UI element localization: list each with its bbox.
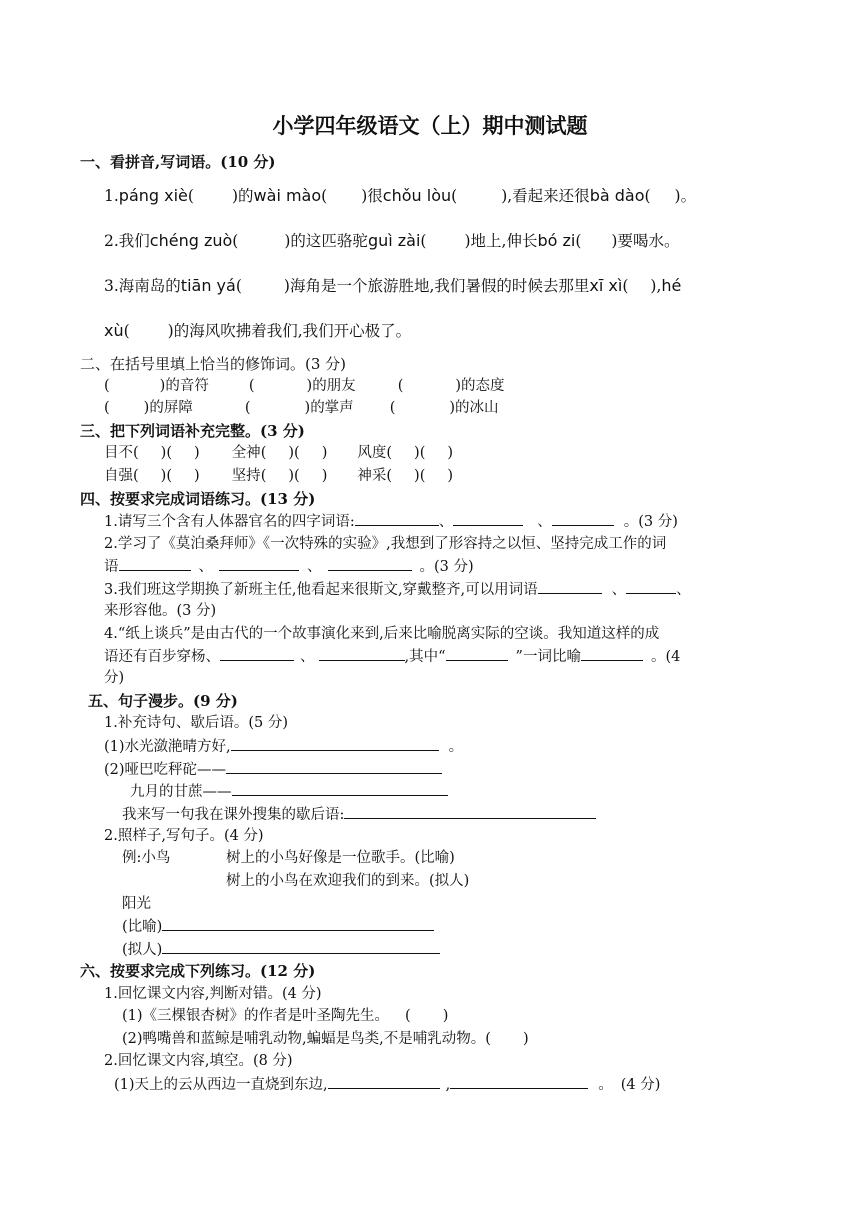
answer-blank[interactable] <box>232 781 448 796</box>
answer-blank[interactable] <box>220 646 294 661</box>
text: (4 分) <box>620 1077 661 1093</box>
pinyin: hé <box>661 276 682 295</box>
paren: ) <box>288 445 295 461</box>
paren: ( <box>260 468 267 484</box>
paren: ( <box>419 445 426 461</box>
paren: ( <box>294 445 300 461</box>
paren: ) <box>231 187 239 205</box>
text: (1)《三棵银杏树》的作者是叶圣陶先生。 <box>122 1008 390 1024</box>
answer-blank[interactable] <box>328 556 412 571</box>
text: 的 <box>238 187 254 205</box>
s5-xiehouyu-2 <box>130 781 448 802</box>
paren: ( <box>166 445 173 461</box>
s4-line-5: 来形容他。(3 分) <box>104 603 217 619</box>
s5-personification <box>122 939 440 960</box>
paren: ) <box>288 468 295 484</box>
pinyin: xī xì <box>589 276 623 295</box>
paren: ) <box>447 468 454 484</box>
text: 语 <box>104 559 119 575</box>
paren: ) <box>522 1031 529 1047</box>
s5-example-2: 树上的小鸟在欢迎我们的到来。(拟人) <box>226 873 470 889</box>
pinyin: xù <box>104 321 124 340</box>
answer-blank[interactable] <box>162 939 440 954</box>
blank-word: 的屏障 <box>149 400 193 416</box>
answer-blank[interactable] <box>119 556 191 571</box>
s6-sub-1: 1.回忆课文内容,判断对错。(4 分) <box>104 986 322 1002</box>
section-2-heading: 二、在括号里填上恰当的修饰词。(3 分) <box>80 355 347 373</box>
paren: ( <box>644 187 651 205</box>
paren: ( <box>386 468 393 484</box>
paren: ( <box>123 322 130 340</box>
paren: ( <box>389 400 396 416</box>
text: 要喝水。 <box>617 232 680 250</box>
s4-line-6: 4.“纸上谈兵”是由古代的一个故事演化来到,后来比喻脱离实际的空谈。我知道这样的成 <box>104 626 660 642</box>
section-1-heading: 一、看拼音,写词语。(10 分) <box>80 153 276 171</box>
answer-blank[interactable] <box>450 1074 588 1089</box>
answer-blank[interactable] <box>446 646 508 661</box>
paren: ) <box>321 445 328 461</box>
paren: ) <box>449 400 456 416</box>
paren: ( <box>451 187 458 205</box>
paren: ) <box>650 277 657 295</box>
paren: ( <box>405 1008 411 1024</box>
sep: , <box>445 1077 451 1093</box>
answer-blank[interactable] <box>552 511 614 526</box>
answer-blank[interactable] <box>219 556 299 571</box>
answer-blank[interactable] <box>162 916 434 931</box>
blank-word: 的冰山 <box>455 400 499 416</box>
idiom-stem: 风度 <box>357 445 387 461</box>
paren: ) <box>306 378 313 394</box>
blank-word: 的朋友 <box>312 378 356 394</box>
q-number: 2.我们 <box>104 232 150 250</box>
text: 。(3 分) <box>623 514 678 530</box>
idiom-stem: 自强 <box>104 468 133 484</box>
paren: ) <box>442 1008 449 1024</box>
paren: ) <box>414 445 420 461</box>
paren: ( <box>420 232 427 250</box>
blank-word: 的掌声 <box>310 400 354 416</box>
paren: ) <box>159 378 166 394</box>
s1-question-3 <box>104 276 681 296</box>
blank-word: 的态度 <box>461 378 505 394</box>
text: 。 <box>680 187 697 205</box>
pinyin: tiān yá <box>180 276 236 295</box>
paren: ) <box>167 322 174 340</box>
s5-xiehouyu-1 <box>104 759 442 780</box>
paren: ( <box>244 400 251 416</box>
s4-line-1 <box>104 511 678 532</box>
text: 。(3 分) <box>419 559 474 575</box>
sep: 、 <box>676 582 691 598</box>
paren: ( <box>187 187 194 205</box>
answer-blank[interactable] <box>581 646 643 661</box>
paren: ( <box>622 277 629 295</box>
s5-poem-line <box>104 736 463 757</box>
paren: ( <box>232 232 239 250</box>
answer-blank[interactable] <box>231 736 439 751</box>
paren: ( <box>386 445 393 461</box>
q-number: 3.海南岛的 <box>104 277 181 295</box>
text: 的这匹骆驼 <box>290 232 368 250</box>
s1-question-2 <box>104 231 680 251</box>
paren: ) <box>414 468 420 484</box>
paren: ( <box>419 468 426 484</box>
paren: ) <box>143 400 150 416</box>
s2-row-2 <box>104 398 499 418</box>
sep: 、 <box>438 514 454 530</box>
text: 。 <box>598 1077 613 1093</box>
paren: ) <box>160 468 167 484</box>
paren: ( <box>321 187 328 205</box>
section-5-heading: 五、句子漫步。(9 分) <box>88 692 238 710</box>
paren: ) <box>304 400 311 416</box>
q-number: 1. <box>104 187 119 205</box>
paren: ) <box>321 468 328 484</box>
paren: ) <box>674 187 681 205</box>
section-6-heading: 六、按要求完成下列练习。(12 分) <box>80 962 316 980</box>
text: 1.请写三个含有人体器官名的四字词语: <box>104 514 355 530</box>
s5-sub-1: 1.补充诗句、歇后语。(5 分) <box>104 715 288 731</box>
s4-line-8: 分) <box>104 670 125 686</box>
paren: ) <box>361 187 368 205</box>
text: (1)天上的云从西边一直烧到东边, <box>114 1077 328 1093</box>
answer-blank[interactable] <box>344 804 596 819</box>
s4-line-2: 2.学习了《莫泊桑拜师》《一次特殊的实验》,我想到了形容持之以恒、坚持完成工作的词 <box>104 536 667 552</box>
idiom-stem: 全神 <box>231 445 261 461</box>
s1-question-1 <box>104 186 696 206</box>
paren: ( <box>133 445 139 461</box>
answer-blank[interactable] <box>626 579 676 594</box>
paren: ( <box>166 468 173 484</box>
paren: ) <box>464 232 471 250</box>
paren: ( <box>294 468 300 484</box>
paren: ( <box>104 378 110 394</box>
answer-blank[interactable] <box>226 759 442 774</box>
paren: ( <box>485 1031 491 1047</box>
idiom-stem: 目不 <box>104 445 133 461</box>
text: 地上,伸长 <box>470 232 538 250</box>
idiom-stem: 坚持 <box>231 468 261 484</box>
paren: ( <box>248 378 255 394</box>
sep: 、 <box>198 559 213 575</box>
text: 很 <box>367 187 383 205</box>
text: 的海风吹拂着我们,我们开心极了。 <box>173 322 412 340</box>
s5-simile <box>122 916 434 937</box>
text: 3.我们班这学期换了新班主任,他看起来很斯文,穿戴整齐,可以用词语 <box>104 582 538 598</box>
pinyin: chǒu lòu <box>382 186 452 205</box>
paren: ) <box>284 232 291 250</box>
pinyin: guì zài <box>367 231 421 250</box>
idiom-stem: 神采 <box>357 468 387 484</box>
pinyin: wài mào <box>253 186 322 205</box>
section-3-heading: 三、把下列词语补充完整。(3 分) <box>80 422 305 440</box>
text: ”一词比喻 <box>515 649 581 665</box>
s4-line-4 <box>104 579 691 600</box>
s3-row-1 <box>104 443 453 463</box>
text: , <box>656 277 662 295</box>
sep: 、 <box>611 582 627 598</box>
paren: ) <box>611 232 618 250</box>
paren: ( <box>133 468 139 484</box>
answer-blank[interactable] <box>319 646 405 661</box>
text: (拟人) <box>122 942 163 958</box>
text: 语还有百步穿杨、 <box>104 649 220 665</box>
paren: ) <box>283 277 290 295</box>
paren: ( <box>397 378 404 394</box>
s3-row-2 <box>104 466 453 486</box>
text: (2)哑巴吃秤砣—— <box>104 762 227 778</box>
s2-row-1 <box>104 376 505 396</box>
answer-blank[interactable] <box>453 511 523 526</box>
s5-example-label: 例:小鸟 <box>122 850 171 866</box>
s4-line-7 <box>104 646 680 667</box>
text: (2)鸭嘴兽和蓝鲸是哺乳动物,蝙蝠是鸟类,不是哺乳动物。 <box>122 1031 486 1047</box>
pinyin: chéng zuò <box>149 231 233 250</box>
s1-question-3-cont <box>104 321 411 341</box>
s5-example-1: 树上的小鸟好像是一位歌手。(比喻) <box>226 850 455 866</box>
paren: ( <box>235 277 242 295</box>
paren: ( <box>104 400 110 416</box>
paren: ) <box>194 445 200 461</box>
paren: ) <box>501 187 508 205</box>
text: 我来写一句我在课外搜集的歇后语: <box>122 807 345 823</box>
text: 。(4 <box>650 649 681 665</box>
paren: ) <box>194 468 200 484</box>
answer-blank[interactable] <box>355 511 439 526</box>
text: (1)水光潋滟晴方好, <box>104 739 231 755</box>
paren: ) <box>447 445 454 461</box>
section-4-heading: 四、按要求完成词语练习。(13 分) <box>80 490 316 508</box>
answer-blank[interactable] <box>538 579 602 594</box>
sep: 、 <box>300 649 315 665</box>
sep: 、 <box>537 514 552 530</box>
s5-sub-2: 2.照样子,写句子。(4 分) <box>104 828 264 844</box>
s5-word: 阳光 <box>122 896 151 912</box>
paren: ( <box>260 445 267 461</box>
s4-line-3 <box>104 556 474 577</box>
sep: 、 <box>307 559 322 575</box>
text: 九月的甘蔗—— <box>130 784 232 800</box>
page-title: 小学四年级语文（上）期中测试题 <box>272 113 588 138</box>
blank-word: 的音符 <box>165 378 209 394</box>
text: ,看起来还很 <box>507 187 590 205</box>
paren: ) <box>455 378 462 394</box>
text: 。 <box>448 739 464 755</box>
paren: ) <box>160 445 167 461</box>
text: 海角是一个旅游胜地,我们暑假的时候去那里 <box>289 277 590 295</box>
s6-judge-2 <box>122 1029 529 1049</box>
paren: ( <box>575 232 582 250</box>
pinyin: páng xiè <box>118 186 188 205</box>
answer-blank[interactable] <box>328 1074 440 1089</box>
s6-fill-1 <box>114 1074 660 1095</box>
pinyin: bó zi <box>537 231 576 250</box>
s6-judge-1 <box>122 1006 448 1026</box>
s6-sub-2: 2.回忆课文内容,填空。(8 分) <box>104 1053 293 1069</box>
pinyin: bà dào <box>589 186 645 205</box>
text: (比喻) <box>122 919 163 935</box>
text: ,其中“ <box>404 649 446 665</box>
s5-xiehouyu-own <box>122 804 596 825</box>
